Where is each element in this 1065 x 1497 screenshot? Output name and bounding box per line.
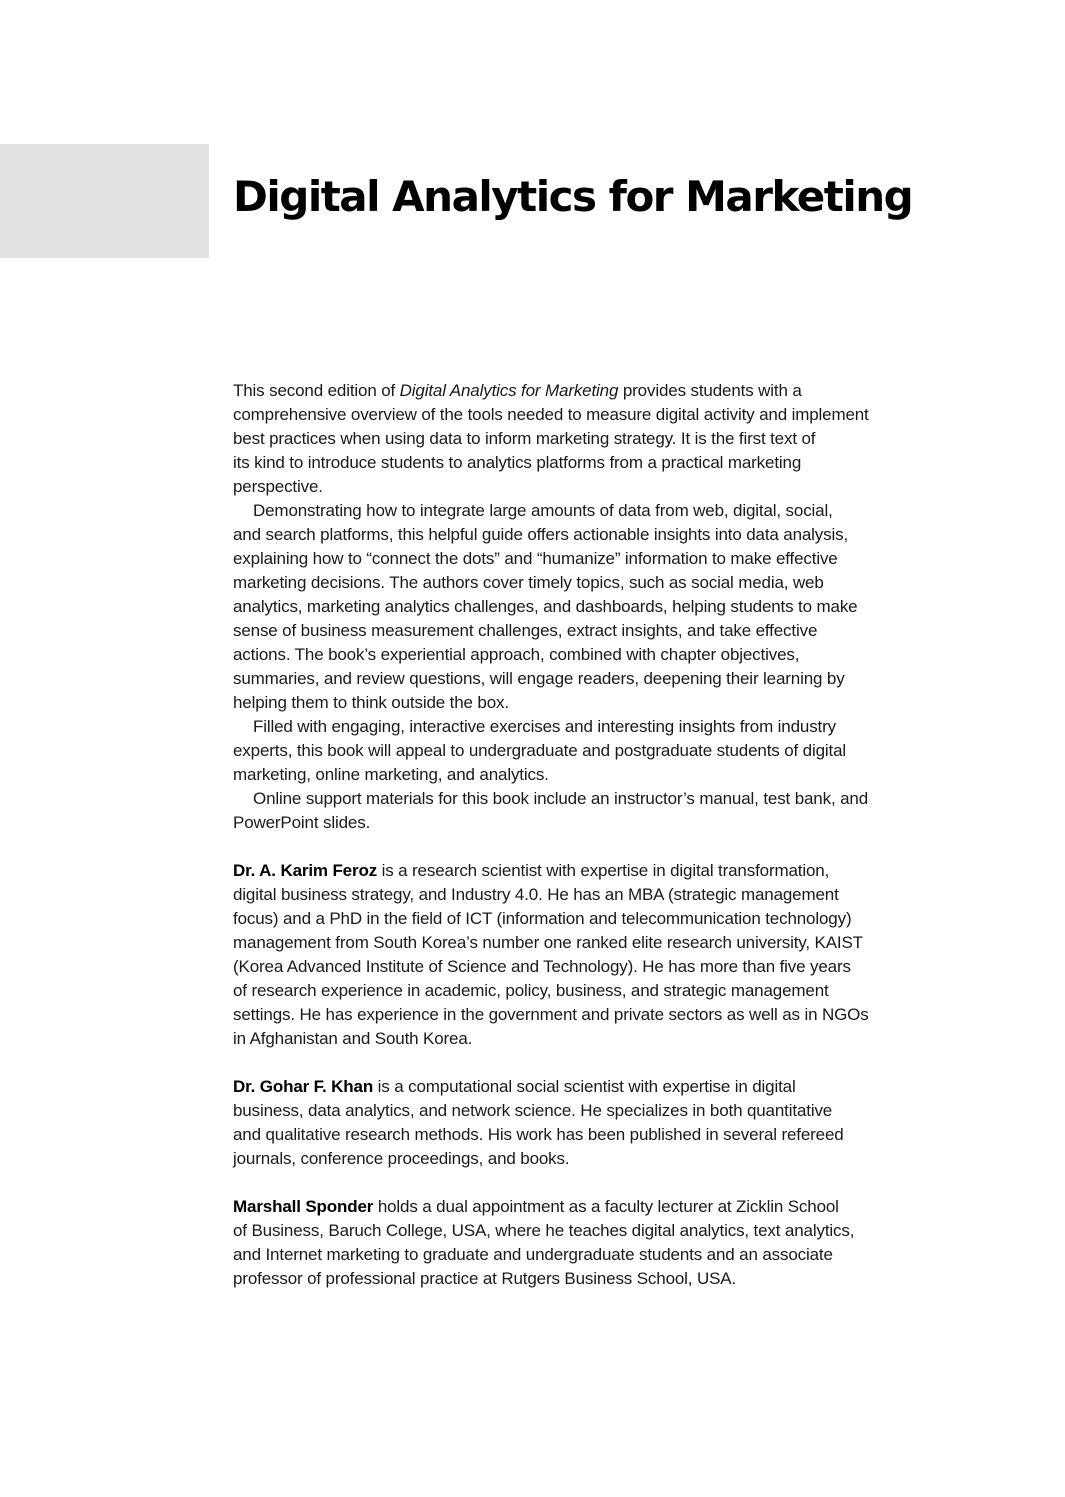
description-paragraph-4: Online support materials for this book include an instructor’s manual, test bank, and PowerPoint slides. <box>233 789 869 832</box>
author-name: Dr. Gohar F. Khan <box>233 1077 374 1096</box>
book-title: Digital Analytics for Marketing <box>399 381 619 400</box>
author-name: Marshall Sponder <box>233 1197 374 1216</box>
author-bio-khan: Dr. Gohar F. Khan is a computational social scientist with expertise in digital business, data analytics, and network science. He specializes in both quantitative and qualitative research methods. His work has been published in several refereed journals, conference proceedings, and books. <box>233 1077 844 1168</box>
page-title: Digital Analytics for Marketing <box>233 172 913 221</box>
author-bio-feroz: Dr. A. Karim Feroz is a research scientist with expertise in digital transformation, digital business strategy, and Industry 4.0. He has an MBA (strategic management focus) and a PhD in the field of ICT (information and telecommunication technology) management from South Korea’s number one ranked elite research university, KAIST (Korea Advanced Institute of Science and Technology). He has more than five years of research experience in academic, policy, business, and strategic management settings. He has experience in the government and private sectors as well as in NGOs in Afghanistan and South Korea. <box>233 861 869 1048</box>
author-bio-sponder: Marshall Sponder holds a dual appointment as a faculty lecturer at Zicklin School of Business, Baruch College, USA, where he teaches digital analytics, text analytics, and Internet marketing to graduate and undergraduate students and an associate professor of professional practice at Rutgers Business School, USA. <box>233 1197 855 1288</box>
description-paragraph-1: This second edition of Digital Analytics for Marketing provides students with a comprehensive overview of the tools needed to measure digital activity and implement best practices when using data to inform marketing strategy. It is the first text of its kind to introduce students to analytics platforms from a practical marketing perspective. <box>233 381 869 496</box>
decorative-gray-block <box>0 144 209 258</box>
description-paragraph-3: Filled with engaging, interactive exercises and interesting insights from industry experts, this book will appeal to undergraduate and postgraduate students of digital marketing, online marketing, and analytics. <box>233 717 847 784</box>
author-name: Dr. A. Karim Feroz <box>233 861 378 880</box>
main-text <box>233 379 933 1291</box>
description-paragraph-2: Demonstrating how to integrate large amounts of data from web, digital, social, and search platforms, this helpful guide offers actionable insights into data analysis, explaining how to “connect the dots” and “humanize” information to make effective marketing decisions. The authors cover timely topics, such as social media, web analytics, marketing analytics challenges, and dashboards, helping students to make sense of business measurement challenges, extract insights, and take effective actions. The book’s experiential approach, combined with chapter objectives, summaries, and review questions, will engage readers, deepening their learning by helping them to think outside the box. <box>233 501 858 712</box>
